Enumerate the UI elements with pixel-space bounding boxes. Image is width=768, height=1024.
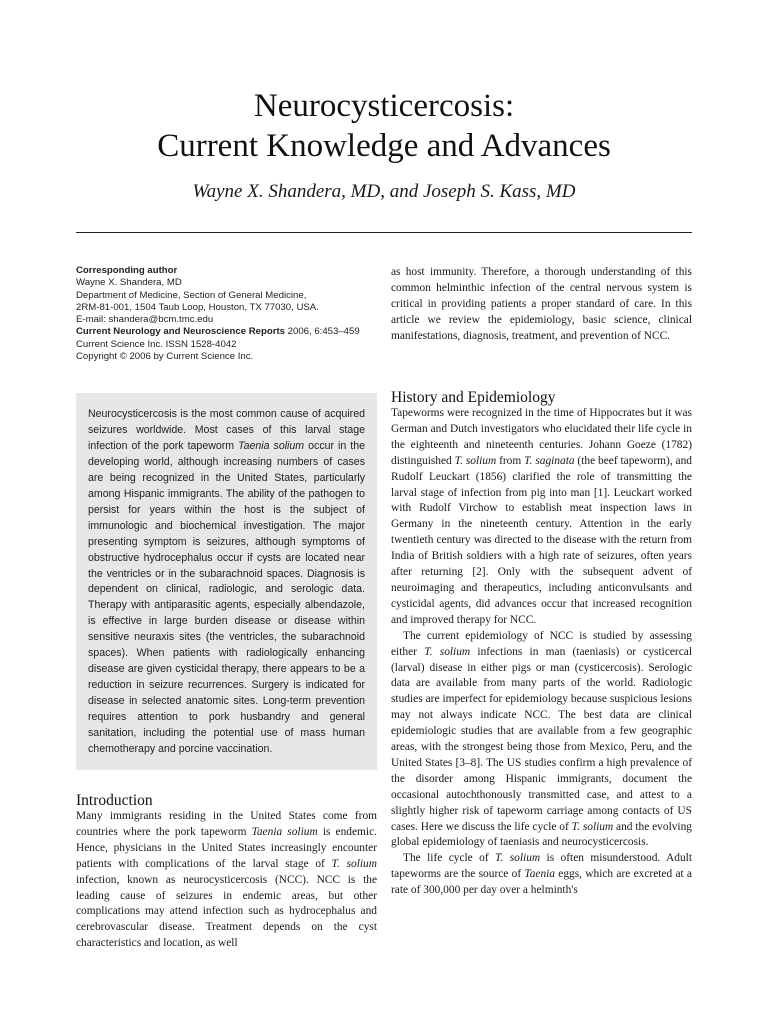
intro-species-1: Taenia solium — [251, 825, 318, 838]
history-p3-species-1: T. solium — [495, 852, 541, 865]
history-p1-text-b: from — [496, 454, 525, 467]
history-body — [391, 406, 692, 899]
abstract-text-1: Neurocysticercosis is the most common cause of acquired seizures worldwide. Most cases of this larval stage infection of the pork tapeworm — [88, 408, 365, 452]
journal-citation — [76, 326, 376, 338]
copyright-line: Copyright © 2006 by Current Science Inc. — [76, 351, 254, 363]
history-p1-species-1: T. solium — [454, 454, 497, 467]
abstract-species-name: Taenia solium — [238, 439, 305, 452]
intro-continuation-paragraph: as host immunity. Therefore, a thorough understanding of this common helminthic infection of the central nervous system is critical in providing patients a proper standard of care. In this article we review the epidemiology, basic science, clinical manifestations, diagnosis, treatment, and prevention of NCC. — [391, 266, 692, 342]
corresponding-heading: Corresponding author — [76, 265, 178, 276]
intro-text-2: is endemic. Hence, physicians in the United States increasingly encounter patients with complications of the larval stage of — [76, 825, 377, 870]
history-heading: History and Epidemiology — [391, 389, 556, 406]
journal-name: Current Neurology and Neuroscience Reports — [76, 326, 285, 338]
title-line-2: Current Knowledge and Advances — [157, 128, 611, 164]
abstract-box — [76, 393, 377, 770]
abstract-text-2: occur in the developing world, although increasing numbers of cases are being recognized in the United States, particularly among Hispanic immigrants. The ability of the pathogen to persist for years within the host is the subject of immunologic and biochemical investigation. The major presenting symptom is seizures, although symptoms of obstructive hydrocephalus occur if cysts are located near the ventricles or in the subarachnoid spaces. Diagnosis is dependent on clinical, radiologic, and serologic data. Therapy with antiparasitic agents, especially albendazole, is effective in large burden disease or disease within sensitive neuraxis sites (the ventricles, the subarachnoid spaces). When patients with radiologically enhancing disease are given cysticidal therapy, there appears to be a reduction in seizure recurrences. Surgery is indicated for disease in selected anatomic sites. Long-term prevention requires attention to pork husbandry and general sanitation, including the potential use of mass human chemotherapy and porcine vaccination. — [88, 439, 365, 756]
citation-details: 2006, 6:453–459 — [284, 326, 360, 338]
intro-species-2: T. solium — [331, 857, 377, 870]
history-p2-text-a: The current epidemiology of NCC is studied by assessing either — [391, 629, 692, 658]
publisher-line: Current Science Inc. ISSN 1528-4042 — [76, 338, 237, 350]
history-paragraph-2 — [391, 629, 692, 852]
introduction-body — [76, 809, 377, 952]
author-line: Wayne X. Shandera, MD, and Joseph S. Kass, MD — [192, 181, 576, 202]
history-p3-genus: Taenia — [524, 868, 556, 881]
author-address: 2RM-81-001, 1504 Taub Loop, Houston, TX 77030, USA. — [76, 301, 319, 313]
intro-continuation — [391, 265, 692, 345]
history-paragraph-1 — [391, 406, 692, 629]
intro-text-3: infection, known as neurocysticercosis (NCC). NCC is the leading cause of seizures in endemic areas, but other complications may attend infection such as hydrocephalus and cerebrovascular disease. Treatment depends on the cyst characteristics and location, as well — [76, 873, 377, 950]
title-line-1: Neurocysticercosis: — [253, 88, 515, 124]
introduction-heading: Introduction — [76, 792, 153, 809]
title-divider — [76, 232, 692, 233]
history-p2-species-1: T. solium — [424, 645, 471, 658]
article-title — [0, 86, 768, 166]
history-p2-text-b: infections in man (taeniasis) or cysticercal (larval) disease in either pigs or man (cysticercosis). Serologic data are available from many parts of the world. Radiologic studies are imperfect for epidemiology because suspicious lesions may not always indicate NCC. The best data are clinical epidemiologic studies that are available from a few geographic areas, with the strongest being those from Mexico, Peru, and the United States [3–8]. The US studies confirm a high prevalence of the disorder among Hispanic immigrants, document the occasional autochthonously transmitted case, and attest to a slightly higher risk of tapeworm carriage among contacts of US cases. Here we discuss the life cycle of — [391, 645, 693, 833]
history-p3-text-c: eggs, which are excreted at a rate of 300,000 per day over a helminth's — [391, 868, 692, 897]
history-p1-text-a: Tapeworms were recognized in the time of Hippocrates but it was German and Dutch investigators who elucidated their life cycle in the eighteenth and nineteenth centuries. Johann Goeze (1782) distinguished — [391, 407, 692, 467]
author-name: Wayne X. Shandera, MD — [76, 277, 182, 289]
history-paragraph-3 — [391, 851, 692, 899]
author-email: E-mail: shandera@bcm.tmc.edu — [76, 314, 214, 326]
author-department: Department of Medicine, Section of General Medicine, — [76, 289, 307, 301]
introduction-paragraph — [76, 809, 377, 952]
history-p2-text-c: and the evolving global epidemiology of taeniasis and neurocysticercosis. — [391, 820, 692, 849]
corresponding-author-block — [76, 265, 376, 363]
history-p3-text-b: is often misunderstood. Adult tapeworms are the source of — [391, 852, 692, 881]
history-p2-species-2: T. solium — [571, 820, 614, 833]
history-p1-species-2: T. saginata — [524, 454, 575, 467]
intro-text-1: Many immigrants residing in the United States come from countries where the pork tapeworm — [76, 810, 377, 838]
history-p1-text-c: (the beef tapeworm), and Rudolf Leuckart (1856) clarified the role of transmitting the larval stage of infection from pig into man [1]. Leuckart worked with Rudolf Virchow to establish meat inspection laws in Germany in the nineteenth century. Attention in the early twentieth century was directed to the disease with the return from India of British soldiers with a high rate of seizures, often years after returning [2]. Only with the subsequent advent of neuroimaging and therapeutics, including anticonvulsants and cysticidal agents, did advances occur that increased recognition and improved therapy for NCC. — [391, 454, 692, 626]
history-p3-text-a: The life cycle of — [403, 852, 496, 865]
